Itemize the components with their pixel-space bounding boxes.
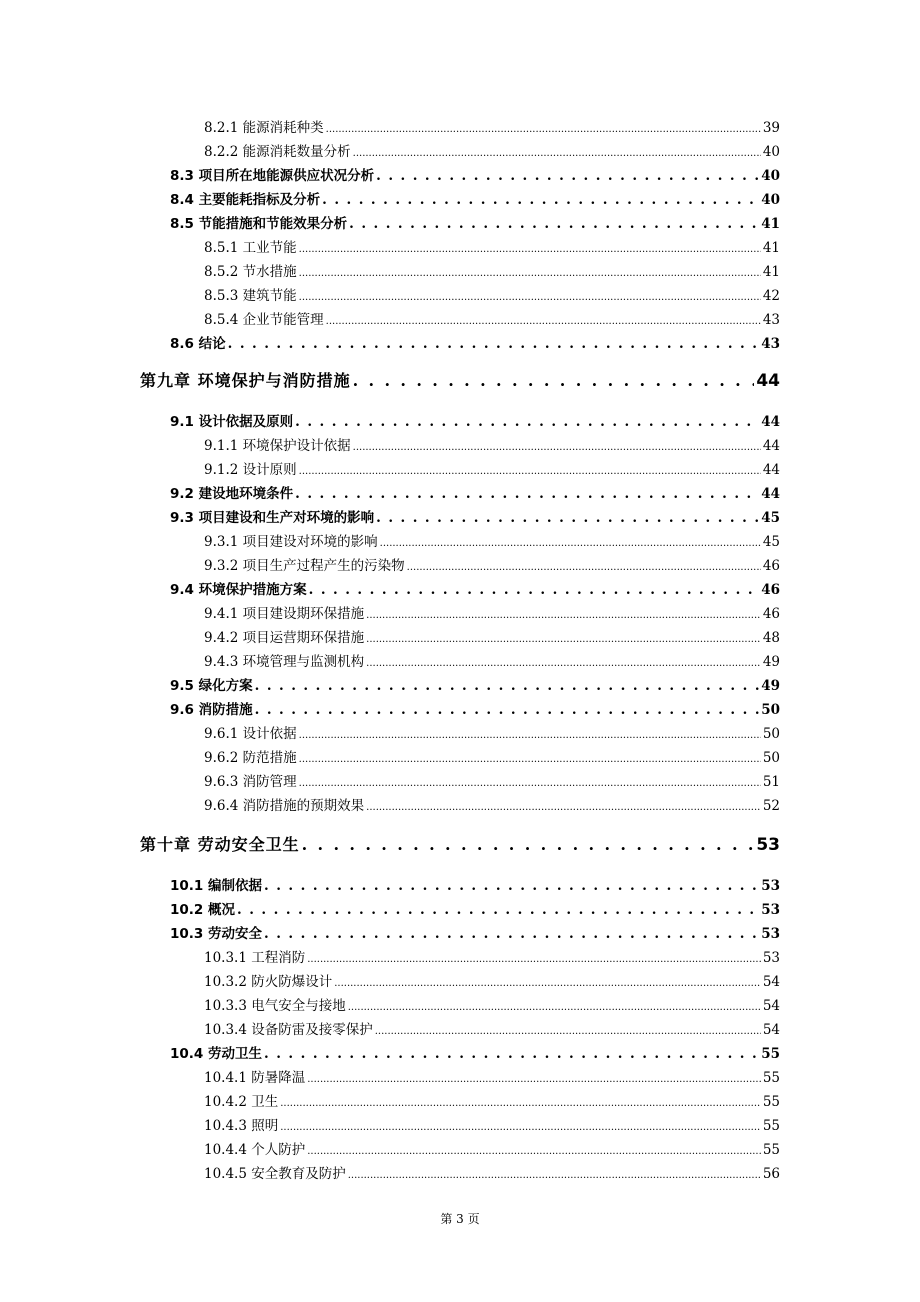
toc-entry-label: 第十章 劳动安全卫生 xyxy=(140,835,300,854)
toc-dot-leader xyxy=(326,120,761,136)
toc-entry-label: 9.4 环境保护措施方案 xyxy=(170,582,307,598)
toc-subsection-entry[interactable] xyxy=(204,434,780,454)
toc-dot-leader xyxy=(380,534,761,550)
toc-page-number: 40 xyxy=(761,192,780,208)
toc-entry-label: 9.3.2 项目生产过程产生的污染物 xyxy=(204,558,405,574)
toc-subsection-entry[interactable] xyxy=(204,1018,780,1038)
toc-dot-leader xyxy=(353,371,755,390)
toc-page-number: 51 xyxy=(762,774,780,790)
toc-entry-label: 10.3.1 工程消防 xyxy=(204,950,306,966)
toc-page-number: 41 xyxy=(762,240,780,256)
toc-dot-leader xyxy=(334,974,761,990)
toc-subsection-entry[interactable] xyxy=(204,1066,780,1086)
page-footer: 第 3 页 xyxy=(440,1212,480,1226)
toc-dot-leader xyxy=(366,630,761,646)
toc-dot-leader xyxy=(366,654,761,670)
toc-dot-leader xyxy=(307,1142,761,1158)
toc-dot-leader xyxy=(307,950,761,966)
toc-dot-leader xyxy=(264,878,759,894)
toc-entry-label: 10.4.3 照明 xyxy=(204,1118,279,1134)
toc-entry-label: 10.3.2 防火防爆设计 xyxy=(204,974,333,990)
toc-page-number: 41 xyxy=(762,264,780,280)
toc-subsection-entry[interactable] xyxy=(204,140,780,160)
toc-subsection-entry[interactable] xyxy=(204,722,780,742)
toc-entry-label: 9.6.1 设计依据 xyxy=(204,726,297,742)
toc-dot-leader xyxy=(295,414,759,430)
toc-page-number: 54 xyxy=(762,1022,780,1038)
toc-page-number: 43 xyxy=(762,312,780,328)
toc-entry-label: 10.2 概况 xyxy=(170,902,236,918)
toc-page-number: 40 xyxy=(762,144,780,160)
toc-subsection-entry[interactable] xyxy=(204,602,780,622)
toc-chapter-entry[interactable] xyxy=(140,368,780,391)
toc-page-number: 55 xyxy=(762,1070,780,1086)
toc-entry-label: 第九章 环境保护与消防措施 xyxy=(140,371,351,390)
toc-subsection-entry[interactable] xyxy=(204,626,780,646)
toc-entry-label: 10.4.2 卫生 xyxy=(204,1094,279,1110)
toc-section-entry[interactable] xyxy=(170,578,780,598)
toc-page-number: 45 xyxy=(761,510,780,526)
toc-entry-label: 9.1 设计依据及原则 xyxy=(170,414,294,430)
toc-entry-label: 9.6.4 消防措施的预期效果 xyxy=(204,798,365,814)
toc-page-number: 54 xyxy=(762,998,780,1014)
toc-entry-label: 9.1.1 环境保护设计依据 xyxy=(204,438,351,454)
toc-dot-leader xyxy=(264,926,759,942)
toc-entry-label: 9.6.2 防范措施 xyxy=(204,750,297,766)
toc-page-number: 53 xyxy=(762,950,780,966)
toc-entry-label: 10.3.4 设备防雷及接零保护 xyxy=(204,1022,373,1038)
toc-subsection-entry[interactable] xyxy=(204,554,780,574)
toc-dot-leader xyxy=(407,558,761,574)
toc-page-number: 55 xyxy=(762,1094,780,1110)
toc-dot-leader xyxy=(307,1070,761,1086)
toc-chapter-entry[interactable] xyxy=(140,832,780,855)
toc-entry-label: 9.5 绿化方案 xyxy=(170,678,253,694)
toc-dot-leader xyxy=(299,750,761,766)
toc-entry-label: 8.4 主要能耗指标及分析 xyxy=(170,192,321,208)
toc-section-entry[interactable] xyxy=(170,698,780,718)
toc-page-number: 50 xyxy=(761,702,780,718)
toc-subsection-entry[interactable] xyxy=(204,284,780,304)
toc-section-entry[interactable] xyxy=(170,482,780,502)
toc-dot-leader xyxy=(299,462,761,478)
toc-entry-label: 8.5.2 节水措施 xyxy=(204,264,297,280)
toc-section-entry[interactable] xyxy=(170,410,780,430)
toc-page-number: 53 xyxy=(756,835,780,855)
toc-page-number: 45 xyxy=(762,534,780,550)
toc-dot-leader xyxy=(299,240,761,256)
toc-entry-label: 8.3 项目所在地能源供应状况分析 xyxy=(170,168,375,184)
toc-dot-leader xyxy=(299,774,761,790)
toc-entry-label: 10.4.4 个人防护 xyxy=(204,1142,306,1158)
toc-subsection-entry[interactable] xyxy=(204,1090,780,1110)
toc-entry-label: 9.6.3 消防管理 xyxy=(204,774,297,790)
toc-page-number: 44 xyxy=(761,486,780,502)
toc-subsection-entry[interactable] xyxy=(204,530,780,550)
toc-entry-label: 10.4.1 防暑降温 xyxy=(204,1070,306,1086)
toc-entry-label: 8.2.2 能源消耗数量分析 xyxy=(204,144,351,160)
toc-section-entry[interactable] xyxy=(170,674,780,694)
toc-page-number: 52 xyxy=(762,798,780,814)
toc-section-entry[interactable] xyxy=(170,506,780,526)
toc-subsection-entry[interactable] xyxy=(204,1114,780,1134)
toc-section-entry[interactable] xyxy=(170,332,780,352)
toc-page-number: 44 xyxy=(762,438,780,454)
toc-section-entry[interactable] xyxy=(170,212,780,232)
toc-section-entry[interactable] xyxy=(170,164,780,184)
toc-page-number: 41 xyxy=(761,216,780,232)
toc-subsection-entry[interactable] xyxy=(204,308,780,328)
toc-dot-leader xyxy=(295,486,759,502)
toc-dot-leader xyxy=(280,1094,761,1110)
toc-dot-leader xyxy=(237,902,759,918)
toc-section-entry[interactable] xyxy=(170,1042,780,1062)
toc-page-number: 53 xyxy=(761,902,780,918)
toc-dot-leader xyxy=(255,702,760,718)
toc-subsection-entry[interactable] xyxy=(204,970,780,990)
toc-dot-leader xyxy=(299,264,761,280)
toc-section-entry[interactable] xyxy=(170,898,780,918)
toc-page-number: 50 xyxy=(762,750,780,766)
toc-entry-label: 9.6 消防措施 xyxy=(170,702,253,718)
toc-page-number: 48 xyxy=(762,630,780,646)
toc-entry-label: 9.2 建设地环境条件 xyxy=(170,486,294,502)
toc-dot-leader xyxy=(349,216,759,232)
toc-dot-leader xyxy=(375,1022,761,1038)
toc-entry-label: 8.2.1 能源消耗种类 xyxy=(204,120,324,136)
toc-entry-label: 8.5.3 建筑节能 xyxy=(204,288,297,304)
toc-dot-leader xyxy=(322,192,759,208)
toc-dot-leader xyxy=(376,168,759,184)
toc-dot-leader xyxy=(255,678,760,694)
toc-dot-leader xyxy=(376,510,759,526)
toc-page-number: 43 xyxy=(761,336,780,352)
toc-page-number: 44 xyxy=(762,462,780,478)
toc-entry-label: 8.5.1 工业节能 xyxy=(204,240,297,256)
toc-section-entry[interactable] xyxy=(170,874,780,894)
toc-subsection-entry[interactable] xyxy=(204,458,780,478)
toc-page-number: 40 xyxy=(761,168,780,184)
toc-page-number: 50 xyxy=(762,726,780,742)
toc-entry-label: 8.6 结论 xyxy=(170,336,226,352)
toc-entry-label: 9.4.1 项目建设期环保措施 xyxy=(204,606,365,622)
toc-entry-label: 10.4.5 安全教育及防护 xyxy=(204,1166,346,1182)
toc-dot-leader xyxy=(228,336,760,352)
toc-entry-label: 9.3.1 项目建设对环境的影响 xyxy=(204,534,378,550)
toc-page-number: 46 xyxy=(761,582,780,598)
toc-entry-label: 10.1 编制依据 xyxy=(170,878,263,894)
toc-subsection-entry[interactable] xyxy=(204,994,780,1014)
toc-dot-leader xyxy=(299,288,761,304)
toc-entry-label: 8.5.4 企业节能管理 xyxy=(204,312,324,328)
toc-section-entry[interactable] xyxy=(170,922,780,942)
toc-dot-leader xyxy=(309,582,760,598)
toc-page-number: 44 xyxy=(756,371,780,391)
toc-subsection-entry[interactable] xyxy=(204,1138,780,1158)
toc-dot-leader xyxy=(366,606,761,622)
toc-dot-leader xyxy=(299,726,761,742)
toc-entry-label: 10.4 劳动卫生 xyxy=(170,1046,263,1062)
toc-subsection-entry[interactable] xyxy=(204,1162,780,1182)
toc-dot-leader xyxy=(302,835,755,854)
toc-subsection-entry[interactable] xyxy=(204,946,780,966)
toc-dot-leader xyxy=(326,312,761,328)
toc-page-number: 39 xyxy=(762,120,780,136)
toc-page-number: 44 xyxy=(761,414,780,430)
toc-dot-leader xyxy=(366,798,761,814)
toc-page-number: 54 xyxy=(762,974,780,990)
toc-subsection-entry[interactable] xyxy=(204,260,780,280)
toc-dot-leader xyxy=(348,1166,761,1182)
toc-page-number: 55 xyxy=(762,1118,780,1134)
toc-entry-label: 9.1.2 设计原则 xyxy=(204,462,297,478)
toc-page-number: 46 xyxy=(762,558,780,574)
toc-subsection-entry[interactable] xyxy=(204,770,780,790)
toc-page-number: 56 xyxy=(762,1166,780,1182)
toc-dot-leader xyxy=(264,1046,759,1062)
toc-entry-label: 8.5 节能措施和节能效果分析 xyxy=(170,216,348,232)
toc-entry-label: 9.4.3 环境管理与监测机构 xyxy=(204,654,365,670)
toc-dot-leader xyxy=(280,1118,761,1134)
toc-page-number: 53 xyxy=(761,926,780,942)
toc-section-entry[interactable] xyxy=(170,188,780,208)
toc-page-number: 55 xyxy=(762,1142,780,1158)
toc-entry-label: 9.3 项目建设和生产对环境的影响 xyxy=(170,510,375,526)
toc-dot-leader xyxy=(353,438,761,454)
toc-page-number: 49 xyxy=(762,654,780,670)
toc-page-number: 49 xyxy=(761,678,780,694)
toc-entry-label: 10.3.3 电气安全与接地 xyxy=(204,998,346,1014)
toc-entry-label: 9.4.2 项目运营期环保措施 xyxy=(204,630,365,646)
toc-subsection-entry[interactable] xyxy=(204,236,780,256)
toc-page-number: 55 xyxy=(761,1046,780,1062)
toc-page-number: 42 xyxy=(762,288,780,304)
toc-subsection-entry[interactable] xyxy=(204,746,780,766)
toc-subsection-entry[interactable] xyxy=(204,650,780,670)
toc-entry-label: 10.3 劳动安全 xyxy=(170,926,263,942)
toc-dot-leader xyxy=(353,144,761,160)
toc-dot-leader xyxy=(348,998,761,1014)
toc-page-number: 53 xyxy=(761,878,780,894)
toc-subsection-entry[interactable] xyxy=(204,116,780,136)
toc-subsection-entry[interactable] xyxy=(204,794,780,814)
toc-page-number: 46 xyxy=(762,606,780,622)
